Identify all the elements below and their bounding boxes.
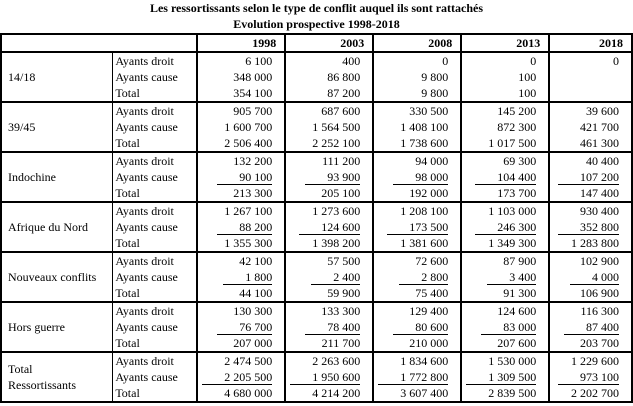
value-cell: 205 100 [285, 185, 373, 202]
value-cell: 1 398 200 [285, 235, 373, 252]
underlined-value: 107 200 [558, 170, 619, 185]
header-row [1, 34, 632, 52]
group-label: Afrique du Nord [1, 202, 113, 252]
table-row [1, 102, 632, 119]
value-cell [285, 219, 373, 235]
group-label: 14/18 [1, 52, 113, 102]
value-cell: 192 000 [373, 185, 461, 202]
value-cell: 132 200 [197, 152, 285, 169]
value-cell: 40 400 [549, 152, 632, 169]
value-cell: 2 474 500 [197, 352, 285, 369]
value-cell: 3 607 400 [373, 385, 461, 402]
group-label: 39/45 [1, 102, 113, 152]
value-cell: 106 900 [549, 285, 632, 302]
underlined-value: 4 000 [570, 270, 619, 285]
value-cell: 1 408 100 [373, 119, 461, 135]
value-cell [549, 369, 632, 385]
value-cell: 1 349 300 [461, 235, 549, 252]
value-cell [373, 369, 461, 385]
group-label: Hors guerre [1, 302, 113, 352]
value-cell: 130 300 [197, 302, 285, 319]
value-cell: 930 400 [549, 202, 632, 219]
table-subtitle: Evolution prospective 1998-2018 [233, 17, 400, 31]
value-cell: 207 600 [461, 335, 549, 352]
row-type-label: Ayants cause [113, 319, 197, 335]
value-cell [285, 169, 373, 185]
value-cell: 124 600 [461, 302, 549, 319]
value-cell: 1 600 700 [197, 119, 285, 135]
value-cell [461, 319, 549, 335]
value-cell: 39 600 [549, 102, 632, 119]
value-cell: 1 738 600 [373, 135, 461, 152]
value-cell: 348 000 [197, 69, 285, 85]
value-cell [461, 169, 549, 185]
row-type-label: Ayants droit [113, 52, 197, 69]
value-cell: 2 202 700 [549, 385, 632, 402]
underlined-value: 88 200 [217, 220, 272, 235]
row-type-label: Total [113, 385, 197, 402]
value-cell [549, 169, 632, 185]
value-cell: 687 600 [285, 102, 373, 119]
ressortissants-table [0, 33, 633, 403]
year-header-2013: 2013 [461, 34, 549, 52]
value-cell [285, 269, 373, 285]
value-cell: 207 000 [197, 335, 285, 352]
value-cell: 87 200 [285, 85, 373, 102]
value-cell [549, 269, 632, 285]
value-cell [197, 219, 285, 235]
underlined-value: 352 800 [558, 220, 619, 235]
value-cell: 2 506 400 [197, 135, 285, 152]
underlined-value: 973 100 [558, 370, 619, 385]
underlined-value: 1 800 [223, 270, 272, 285]
value-cell: 116 300 [549, 302, 632, 319]
value-cell: 905 700 [197, 102, 285, 119]
value-cell: 2 252 100 [285, 135, 373, 152]
value-cell [197, 169, 285, 185]
value-cell [461, 269, 549, 285]
underlined-value: 246 300 [475, 220, 536, 235]
value-cell: 1 017 500 [461, 135, 549, 152]
value-cell: 9 800 [373, 69, 461, 85]
value-cell: 133 300 [285, 302, 373, 319]
value-cell [549, 319, 632, 335]
value-cell: 100 [461, 69, 549, 85]
value-cell: 75 400 [373, 285, 461, 302]
underlined-value: 90 100 [217, 170, 272, 185]
group-label: Indochine [1, 152, 113, 202]
value-cell: 211 700 [285, 335, 373, 352]
value-cell: 69 300 [461, 152, 549, 169]
value-cell: 1 208 100 [373, 202, 461, 219]
value-cell: 1 103 000 [461, 202, 549, 219]
row-type-label: Ayants cause [113, 369, 197, 385]
value-cell: 213 300 [197, 185, 285, 202]
row-type-label: Ayants cause [113, 169, 197, 185]
value-cell: 145 200 [461, 102, 549, 119]
underlined-value: 93 900 [305, 170, 360, 185]
value-cell: 1 355 300 [197, 235, 285, 252]
row-type-label: Total [113, 235, 197, 252]
group-label-line: Ressortissants [8, 378, 77, 392]
row-type-label: Ayants droit [113, 252, 197, 269]
row-type-label: Ayants cause [113, 119, 197, 135]
table-row [1, 352, 632, 369]
value-cell [197, 369, 285, 385]
value-cell [285, 369, 373, 385]
group-label-line: Total [8, 362, 33, 376]
value-cell [549, 85, 632, 102]
year-header-2018: 2018 [549, 34, 632, 52]
value-cell: 2 839 500 [461, 385, 549, 402]
underlined-value: 2 400 [311, 270, 360, 285]
row-type-label: Total [113, 85, 197, 102]
value-cell: 354 100 [197, 85, 285, 102]
row-type-label: Ayants droit [113, 352, 197, 369]
value-cell: 0 [549, 52, 632, 69]
table-row [1, 252, 632, 269]
group-label: Nouveaux conflits [1, 252, 113, 302]
underlined-value: 1 950 600 [290, 370, 360, 385]
year-header-1998: 1998 [197, 34, 285, 52]
value-cell: 91 300 [461, 285, 549, 302]
value-cell [373, 319, 461, 335]
value-cell: 0 [373, 52, 461, 69]
value-cell: 57 500 [285, 252, 373, 269]
value-cell [285, 319, 373, 335]
underlined-value: 104 400 [475, 170, 536, 185]
underlined-value: 76 700 [217, 320, 272, 335]
row-type-label: Ayants cause [113, 219, 197, 235]
underlined-value: 124 600 [299, 220, 360, 235]
value-cell: 102 900 [549, 252, 632, 269]
row-type-label: Ayants cause [113, 69, 197, 85]
value-cell: 1 229 600 [549, 352, 632, 369]
underlined-value: 2 205 500 [202, 370, 272, 385]
underlined-value: 80 600 [393, 320, 448, 335]
value-cell: 129 400 [373, 302, 461, 319]
underlined-value: 173 500 [387, 220, 448, 235]
row-type-label: Total [113, 335, 197, 352]
value-cell: 1 267 100 [197, 202, 285, 219]
value-cell [461, 369, 549, 385]
value-cell [197, 319, 285, 335]
row-type-label: Ayants cause [113, 269, 197, 285]
value-cell: 94 000 [373, 152, 461, 169]
underlined-value: 2 800 [399, 270, 448, 285]
value-cell: 87 900 [461, 252, 549, 269]
value-cell: 2 263 600 [285, 352, 373, 369]
row-type-label: Ayants droit [113, 102, 197, 119]
value-cell: 1 530 000 [461, 352, 549, 369]
value-cell [373, 269, 461, 285]
value-cell: 1 834 600 [373, 352, 461, 369]
value-cell: 147 400 [549, 185, 632, 202]
table-row [1, 302, 632, 319]
value-cell: 9 800 [373, 85, 461, 102]
value-cell: 1 283 800 [549, 235, 632, 252]
value-cell: 4 680 000 [197, 385, 285, 402]
value-cell: 44 100 [197, 285, 285, 302]
value-cell: 210 000 [373, 335, 461, 352]
value-cell: 1 564 500 [285, 119, 373, 135]
underlined-value: 87 400 [564, 320, 619, 335]
value-cell: 330 500 [373, 102, 461, 119]
underlined-value: 1 309 500 [466, 370, 536, 385]
underlined-value: 83 000 [481, 320, 536, 335]
value-cell: 4 214 200 [285, 385, 373, 402]
row-type-label: Ayants droit [113, 152, 197, 169]
value-cell: 72 600 [373, 252, 461, 269]
row-type-label: Ayants droit [113, 202, 197, 219]
value-cell: 42 100 [197, 252, 285, 269]
year-header-2003: 2003 [285, 34, 373, 52]
underlined-value: 3 400 [487, 270, 536, 285]
row-type-label: Total [113, 135, 197, 152]
value-cell [461, 219, 549, 235]
value-cell: 173 700 [461, 185, 549, 202]
row-type-label: Total [113, 185, 197, 202]
table-row [1, 202, 632, 219]
underlined-value: 98 000 [393, 170, 448, 185]
value-cell: 86 800 [285, 69, 373, 85]
table-title: Les ressortissants selon le type de conflit auquel ils sont rattachés [149, 1, 484, 15]
row-type-label: Total [113, 285, 197, 302]
value-cell: 100 [461, 85, 549, 102]
value-cell [197, 269, 285, 285]
value-cell [549, 219, 632, 235]
row-type-label: Ayants droit [113, 302, 197, 319]
value-cell [549, 69, 632, 85]
value-cell: 111 200 [285, 152, 373, 169]
value-cell: 59 900 [285, 285, 373, 302]
value-cell: 0 [461, 52, 549, 69]
value-cell: 6 100 [197, 52, 285, 69]
table-row [1, 52, 632, 69]
underlined-value: 1 772 800 [378, 370, 448, 385]
value-cell: 461 300 [549, 135, 632, 152]
value-cell: 1 273 600 [285, 202, 373, 219]
underlined-value: 78 400 [305, 320, 360, 335]
value-cell: 421 700 [549, 119, 632, 135]
header-blank [1, 34, 197, 52]
value-cell: 872 300 [461, 119, 549, 135]
value-cell [373, 219, 461, 235]
value-cell [373, 169, 461, 185]
group-label [1, 352, 113, 402]
value-cell: 400 [285, 52, 373, 69]
value-cell: 203 700 [549, 335, 632, 352]
table-row [1, 152, 632, 169]
value-cell: 1 381 600 [373, 235, 461, 252]
year-header-2008: 2008 [373, 34, 461, 52]
